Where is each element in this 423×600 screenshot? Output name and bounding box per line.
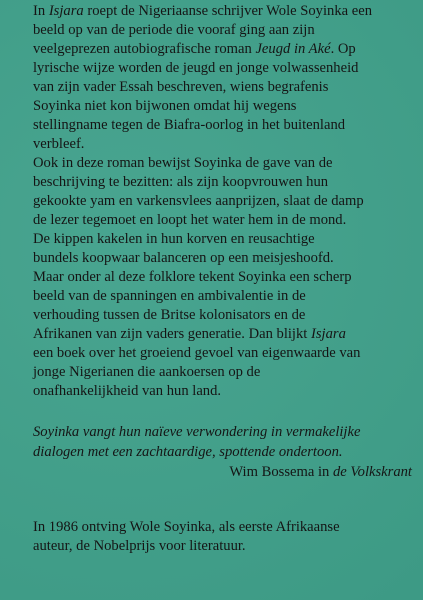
text-line: beeld op van de periode die vooraf ging aan zijn <box>33 22 315 38</box>
text-line: In Isjara roept de Nigeriaanse schrijver Wole Soyinka een <box>33 3 372 19</box>
text-line: De kippen kakelen in hun korven en reusachtige <box>33 231 315 247</box>
quote-line: dialogen met een zachtaardige, spottende ondertoon. <box>33 444 343 460</box>
text-line: bundels koopwaar balanceren op een meisjeshoofd. <box>33 250 334 266</box>
text-line: Soyinka niet kon bijwonen omdat hij wegens <box>33 98 297 114</box>
nobel-line: In 1986 ontving Wole Soyinka, als eerste Afrikaanse <box>33 519 340 535</box>
text-line: Ook in deze roman bewijst Soyinka de gave van de <box>33 155 333 171</box>
title-italic: Jeugd in Aké <box>255 41 331 57</box>
text-line: beschrijving te bezitten: als zijn koopvrouwen hun <box>33 174 329 190</box>
quote-attribution <box>33 462 412 482</box>
text-line: lyrische wijze worden de jeugd en jonge volwassenheid <box>33 60 359 76</box>
quote-line: Soyinka vangt hun naïeve verwondering in vermakelijke <box>33 424 361 440</box>
nobel-note <box>33 518 412 556</box>
text-line: van zijn vader Essah beschreven, wiens begrafenis <box>33 79 329 95</box>
text-line: onafhankelijkheid van hun land. <box>33 383 222 399</box>
text-line: verhouding tussen de Britse kolonisators en de <box>33 307 306 323</box>
quote-publication: de Volkskrant <box>332 464 412 480</box>
title-italic: Isjara <box>48 3 84 19</box>
text-line: de lezer tegemoet en loopt het water hem in de mond. <box>33 212 347 228</box>
text-line: Maar onder al deze folklore tekent Soyinka een scherp <box>33 269 352 285</box>
text-line: Afrikanen van zijn vaders generatie. Dan blijkt Isjara <box>33 326 346 342</box>
text-line: jonge Nigerianen die aankoersen op de <box>33 364 261 380</box>
body-paragraph <box>33 154 412 401</box>
review-quote <box>33 422 412 462</box>
text-line: stellingname tegen de Biafra-oorlog in het buitenland <box>33 117 346 133</box>
quote-author: Wim Bossema in <box>229 464 333 480</box>
text-line: gekookte yam en varkensvlees aanprijzen, slaat de damp <box>33 193 364 209</box>
title-italic: Isjara <box>311 326 346 342</box>
text-line: een boek over het groeiend gevoel van eigenwaarde van <box>33 345 361 361</box>
text-line: beeld van de spanningen en ambivalentie in de <box>33 288 306 304</box>
nobel-line: auteur, de Nobelprijs voor literatuur. <box>33 538 246 554</box>
text-line: veelgeprezen autobiografische roman Jeugd in Aké. Op <box>33 41 356 57</box>
intro-paragraph <box>33 2 412 154</box>
text-line: verbleef. <box>33 136 85 152</box>
